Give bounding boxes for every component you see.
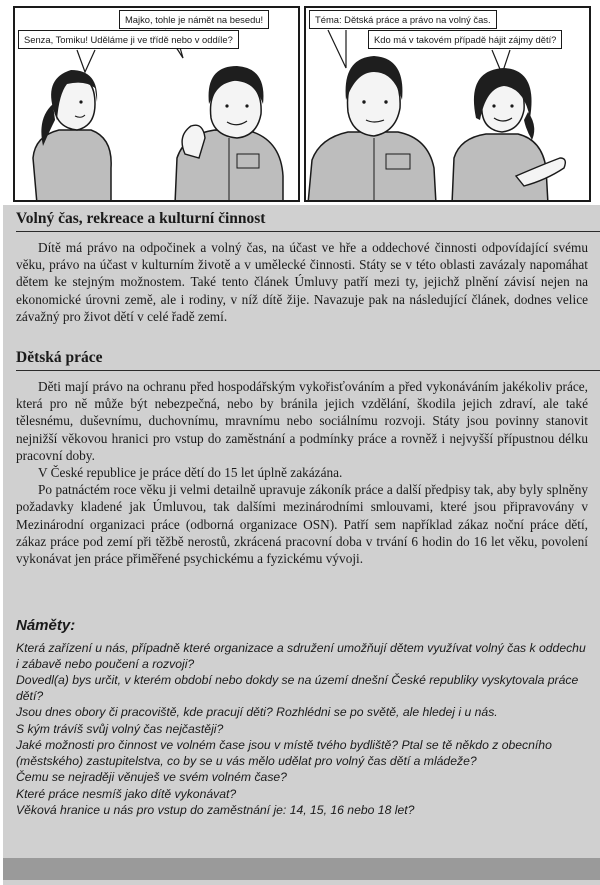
speech-bubble-topic: Téma: Dětská práce a právo na volný čas. bbox=[309, 10, 497, 29]
comic-panel-right bbox=[304, 6, 591, 202]
section-heading-free-time: Volný čas, rekreace a kulturní činnost bbox=[16, 210, 266, 227]
question-item: Jaké možnosti pro činnost ve volném čase jsou v místě tvého bydliště? Ptal se tě někdo z obecního (městského) zastupitelstva, co by se u vás mělo udělat pro volný čas dětí a mládeže? bbox=[16, 738, 552, 768]
question-list bbox=[16, 641, 588, 820]
namety-heading: Náměty: bbox=[16, 617, 76, 634]
heading-underline bbox=[16, 231, 600, 232]
paragraph: V České republice je práce dětí do 15 let úplně zakázána. bbox=[38, 465, 343, 481]
paragraph: Po patnáctém roce věku ji velmi detailně upravuje zákoník práce a další předpisy tak, aby byly splněny požadavky kladené jak Úmluvou, tak dalšími mezinárodními smlouvami, které jsou připravovány v Mezinárodní organizaci práce (odborná organizace OSN). Patří sem například zákaz noční práce dětí, zákaz práce pod zemí při těžbě nerostů, zkrácená pracovní doba v trvání 6 hodin do 16 let věku, povolení vykonávat jen práce přiměřené psychickému a fyzickému vývoji. bbox=[16, 482, 588, 567]
comic-panel-left bbox=[13, 6, 300, 202]
speech-bubble-question: Kdo má v takovém případě hájit zájmy dětí? bbox=[368, 30, 562, 49]
question-item: Dovedl(a) bys určit, v kterém období nebo dokdy se na území dnešní České republiky vyskytovala práce dětí? bbox=[16, 673, 579, 703]
question-item: Věková hranice u nás pro vstup do zaměstnání je: 14, 15, 16 nebo 18 let? bbox=[16, 803, 415, 817]
speech-bubble-girl: Senza, Tomiku! Uděláme ji ve třídě nebo v oddíle? bbox=[18, 30, 239, 49]
section-heading-child-labour: Dětská práce bbox=[16, 349, 103, 366]
question-item: Čemu se nejraději věnuješ ve svém volném čase? bbox=[16, 770, 287, 784]
paragraph: Dítě má právo na odpočinek a volný čas, na účast ve hře a oddechové činnosti odpovídající svému věku, právo na účast v kulturním životě a v umělecké činnosti. Státy se v této oblasti zavázaly napomáhat dětem ke stejným možnostem. Také tento článek Úmluvy patří mezi ty, jejichž plnění závisí nejen na ekonomické úrovni země, ale i rodiny, v níž dítě žije. Navazuje pak na následující článek, dodnes velice závažný pro život dětí v celé řadě zemí. bbox=[16, 240, 588, 324]
heading-underline bbox=[16, 370, 600, 371]
question-item: Které práce nesmíš jako dítě vykonávat? bbox=[16, 786, 237, 801]
speech-bubble-boy: Majko, tohle je námět na besedu! bbox=[119, 10, 269, 29]
question-item: Jsou dnes obory či pracoviště, kde pracují děti? Rozhlédni se po světě, ale hledej i u nás. bbox=[16, 705, 498, 719]
question-item: S kým trávíš svůj volný čas nejčastěji? bbox=[16, 721, 224, 736]
paragraph: Děti mají právo na ochranu před hospodářským vykořisťováním a před vykonáváním jakékoliv práce, která pro ně může být nebezpečná, nebo by bránila jejich vzdělání, škodila jejich zdraví, ale také tělesnému, duševnímu, duchovnímu, mravnímu nebo sociálnímu rozvoji. Státy jsou povinny stanovit nejnižší věkovou hranici pro vstup do zaměstnání a podmínky práce a rovněž i nejvyšší přípustnou délku pracovní doby. bbox=[16, 379, 588, 463]
question-item: Která zařízení u nás, případně které organizace a sdružení umožňují dětem využívat volný čas k oddechu i zábavě nebo poučení a rozvoji? bbox=[16, 641, 586, 671]
bottom-bar bbox=[3, 858, 600, 880]
section-free-time-text bbox=[16, 239, 588, 325]
section-child-labour-text bbox=[16, 378, 588, 567]
